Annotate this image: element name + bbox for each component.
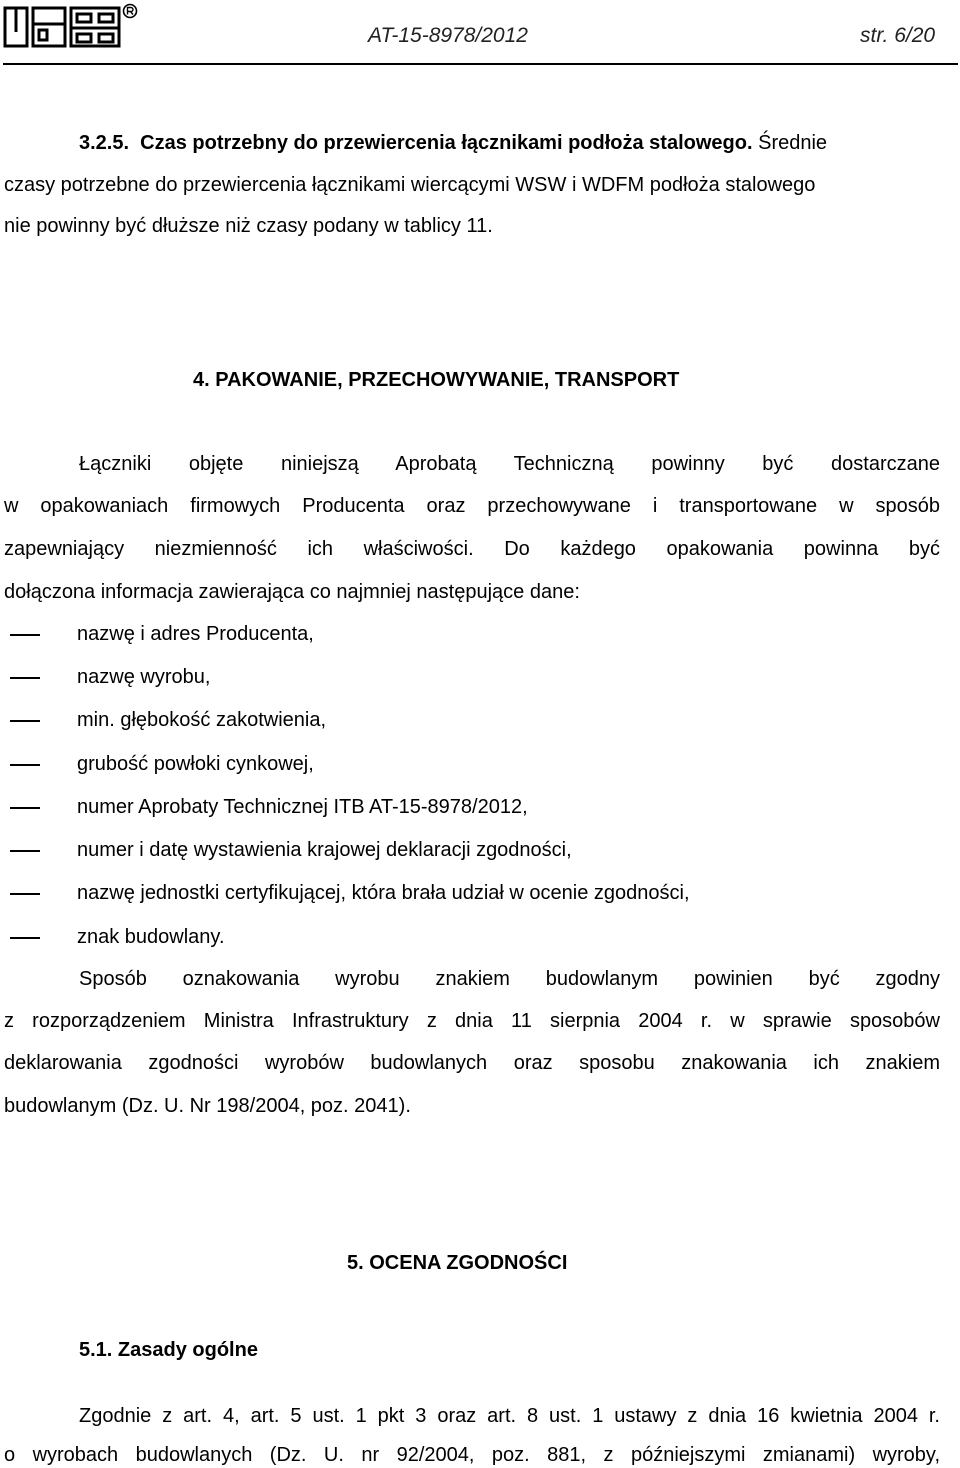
marking-line-1: Sposób oznakowania wyrobu znakiem budowlanym powinien być zgodny	[79, 968, 940, 990]
itb-logo	[3, 2, 141, 50]
section-325-line-3: nie powinny być dłuższe niż czasy podany w tablicy 11.	[4, 215, 493, 237]
list-item: nazwę jednostki certyfikującej, która brała udział w ocenie zgodności,	[77, 882, 690, 904]
marking-line-4: budowlanym (Dz. U. Nr 198/2004, poz. 2041).	[4, 1095, 411, 1117]
section-51-line-1: Zgodnie z art. 4, art. 5 ust. 1 pkt 3 oraz art. 8 ust. 1 ustawy z dnia 16 kwietnia 2004 r.	[79, 1405, 940, 1427]
section-4-para-line-4: dołączona informacja zawierająca co najmniej następujące dane:	[4, 581, 580, 603]
section-325-number: 3.2.5.	[79, 132, 130, 154]
marking-line-3: deklarowania zgodności wyrobów budowlanych oraz sposobu znakowania ich znakiem	[4, 1052, 940, 1074]
header-doc-number: AT-15-8978/2012	[368, 24, 528, 47]
list-dash	[10, 677, 40, 679]
list-dash	[10, 807, 40, 809]
header-divider	[3, 63, 958, 65]
section-4-para-line-2: w opakowaniach firmowych Producenta oraz przechowywane i transportowane w sposób	[4, 495, 940, 517]
list-dash	[10, 850, 40, 852]
section-325-title: Czas potrzebny do przewiercenia łącznikami podłoża stalowego.	[140, 132, 753, 154]
list-item: znak budowlany.	[77, 926, 225, 948]
section-325-heading-line	[79, 131, 827, 155]
marking-line-2: z rozporządzeniem Ministra Infrastruktury z dnia 11 sierpnia 2004 r. w sprawie sposobów	[4, 1010, 940, 1032]
section-4-para-line-1: Łączniki objęte niniejszą Aprobatą Techniczną powinny być dostarczane	[79, 453, 940, 475]
section-4-para-line-3: zapewniający niezmienność ich właściwości. Do każdego opakowania powinna być	[4, 538, 940, 560]
list-dash	[10, 720, 40, 722]
section-4-heading: 4. PAKOWANIE, PRZECHOWYWANIE, TRANSPORT	[193, 369, 680, 391]
list-item: numer i datę wystawienia krajowej deklaracji zgodności,	[77, 839, 572, 861]
section-51-heading: 5.1. Zasady ogólne	[79, 1339, 258, 1361]
section-325-tail: Średnie	[758, 132, 828, 154]
list-dash	[10, 893, 40, 895]
list-dash	[10, 937, 40, 939]
section-325-line-2: czasy potrzebne do przewiercenia łącznikami wiercącymi WSW i WDFM podłoża stalowego	[4, 174, 816, 196]
list-dash	[10, 764, 40, 766]
list-item: nazwę i adres Producenta,	[77, 623, 314, 645]
list-item: grubość powłoki cynkowej,	[77, 753, 314, 775]
list-item: min. głębokość zakotwienia,	[77, 709, 327, 731]
list-item: nazwę wyrobu,	[77, 666, 211, 688]
section-5-heading: 5. OCENA ZGODNOŚCI	[347, 1252, 568, 1274]
list-item: numer Aprobaty Technicznej ITB AT-15-8978/2012,	[77, 796, 528, 818]
section-51-line-2: o wyrobach budowlanych (Dz. U. nr 92/2004, poz. 881, z późniejszymi zmianami) wyroby,	[4, 1444, 940, 1466]
header-page-number: str. 6/20	[860, 24, 936, 47]
list-dash	[10, 634, 40, 636]
